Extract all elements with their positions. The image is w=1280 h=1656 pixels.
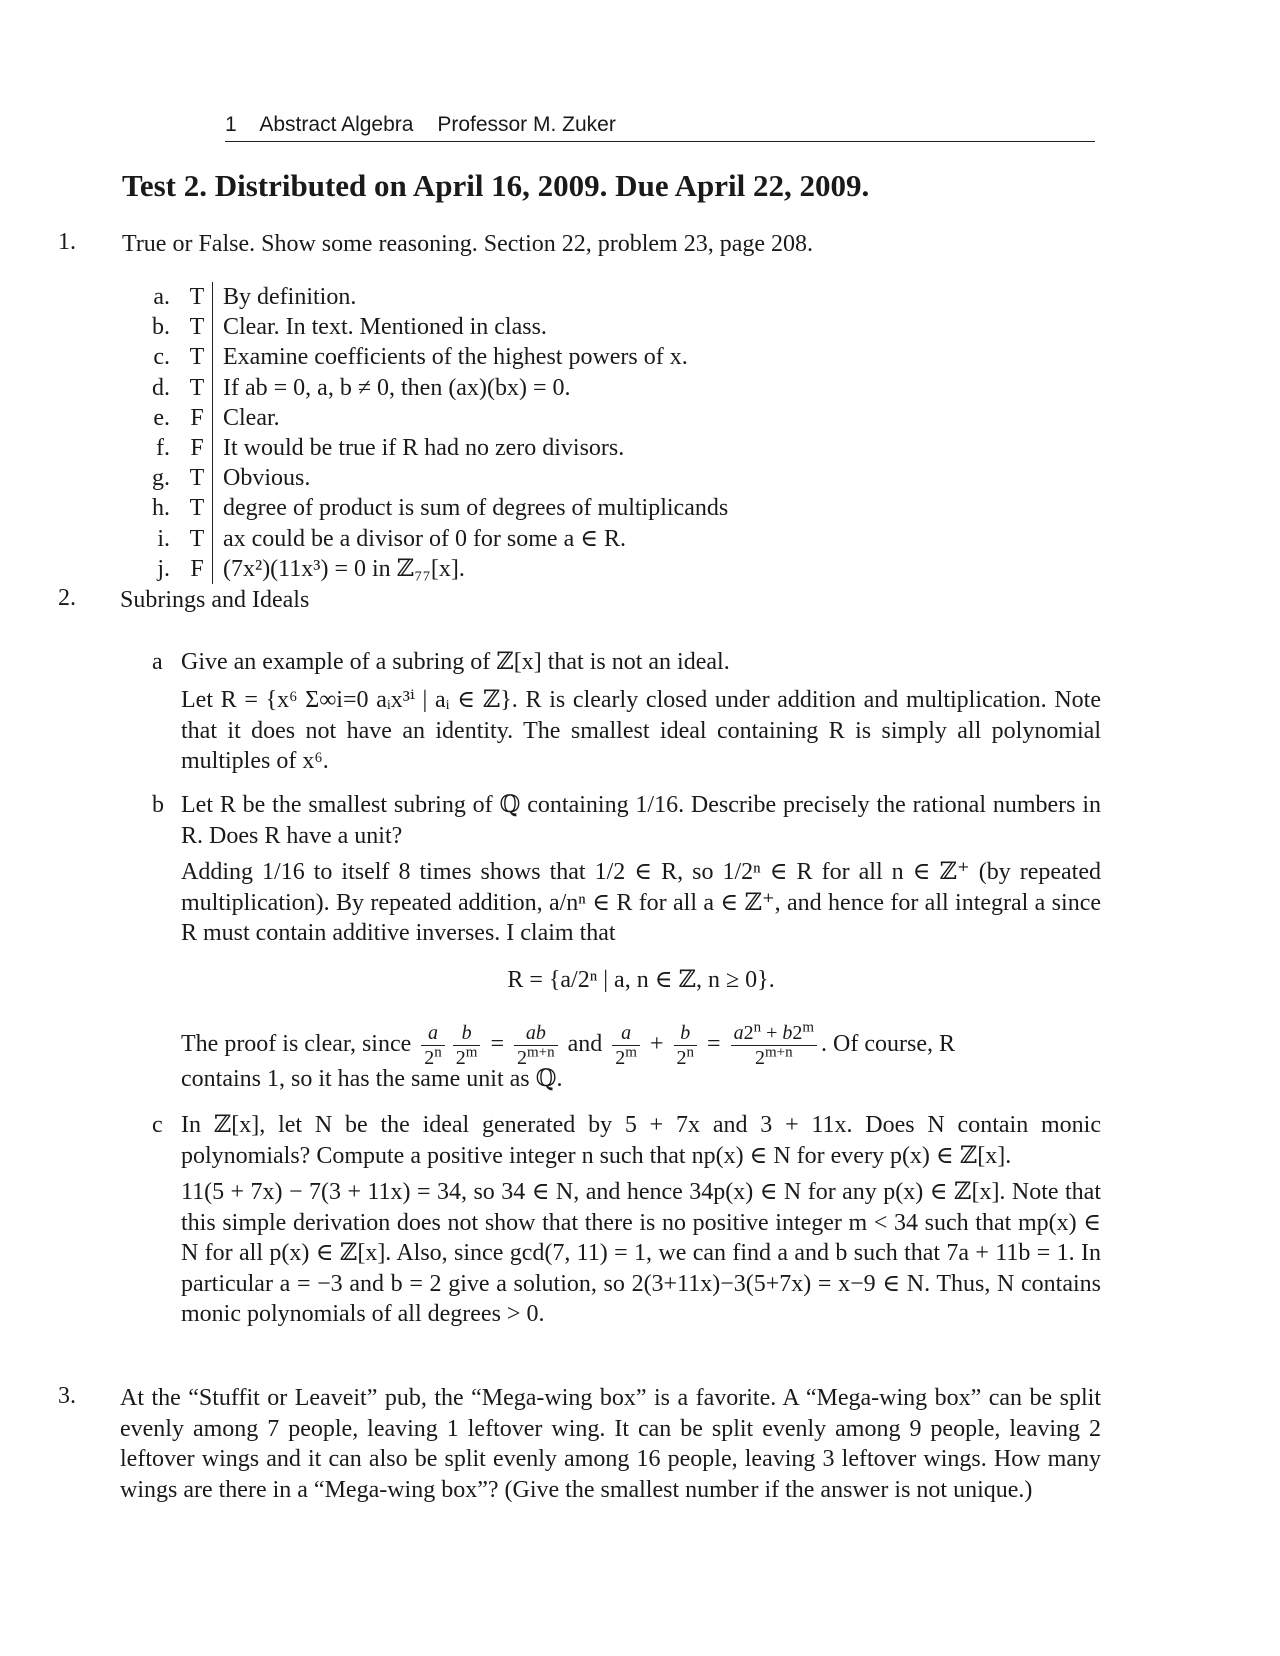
q2b-proof-line: The proof is clear, since $\frac{a}{2^n}$ $\frac{b}{2^m}$ = $\frac{ab}{2^{m+n}}$ and $\frac{a}{2^m}$ + $\frac{b}{2^n}$ = $\frac{a2^n + b2^m}{2^{m+n}}$ . Of course, R <box>181 1019 955 1069</box>
professor-name: Professor M. Zuker <box>437 113 616 136</box>
q2b-proof-end: . Of course, R <box>821 1031 955 1058</box>
tf-row-label: i. <box>157 525 170 552</box>
tf-row-value: F <box>182 554 213 584</box>
q2-heading: Subrings and Ideals <box>120 587 310 613</box>
tf-row-label: a. <box>153 284 170 311</box>
course-number: 1 <box>225 113 237 136</box>
tf-row-reason: By definition. <box>223 284 357 311</box>
course-name: Abstract Algebra <box>259 113 414 136</box>
tf-row-value: F <box>182 433 213 463</box>
page-title: Test 2. Distributed on April 16, 2009. Due April 22, 2009. <box>122 168 870 203</box>
tf-row <box>130 373 734 403</box>
tf-row-value: T <box>182 342 213 372</box>
tf-row <box>130 524 734 554</box>
q2b-proof-start: The proof is clear, since <box>181 1031 412 1058</box>
q2b-label: b <box>152 792 164 818</box>
fraction-a-over-2m: $\frac{a}{2^m}$ <box>612 1021 640 1070</box>
tf-row <box>130 463 734 493</box>
tf-row-value: F <box>182 403 213 433</box>
q2b-proof-tail: contains 1, so it has the same unit as ℚ. <box>181 1066 563 1092</box>
q2a-label: a <box>152 649 163 675</box>
tf-row-label: d. <box>152 374 170 401</box>
tf-row-value: T <box>182 312 213 342</box>
q2b-proof-and: and <box>567 1031 603 1058</box>
q2b-question: Let R be the smallest subring of ℚ containing 1/16. Describe precisely the rational numbers in R. Does R have a unit? <box>181 792 1101 849</box>
q2c-answer: 11(5 + 7x) − 7(3 + 11x) = 34, so 34 ∈ N, and hence 34p(x) ∈ N for any p(x) ∈ ℤ[x]. Note that this simple derivation does not show that there is no positive integer m < 34 such that mp(x) ∈ N for all p(x) ∈ ℤ[x]. Also, since gcd(7, 11) = 1, we can find a and b such that 7a + 11b = 1. In particular a = −3 and b = 2 give a solution, so 2(3+11x)−3(5+7x) = x−9 ∈ N. Thus, N contains monic polynomials of all degrees > 0. <box>181 1179 1101 1327</box>
fraction-ab-over-2mn: $\frac{ab}{2^{m+n}}$ <box>514 1021 558 1070</box>
true-false-table <box>130 282 734 584</box>
tf-row-reason: It would be true if R had no zero divisors. <box>223 435 625 462</box>
tf-row-label: b. <box>152 314 170 341</box>
tf-row <box>130 433 734 463</box>
q2b-answer: Adding 1/16 to itself 8 times shows that 1/2 ∈ R, so 1/2ⁿ ∈ R for all n ∈ ℤ⁺ (by repeated multiplication). By repeated addition, a/nⁿ ∈ R for all a ∈ ℤ⁺, and hence for all integral a since R must contain additive inverses. I claim that <box>181 859 1101 946</box>
q1-number: 1. <box>58 229 76 255</box>
q2c-label: c <box>152 1112 163 1138</box>
tf-row-value: T <box>182 463 213 493</box>
running-header <box>225 113 1095 142</box>
tf-row <box>130 282 734 312</box>
tf-row-reason: Clear. <box>223 404 280 431</box>
tf-row <box>130 342 734 372</box>
tf-row-value: T <box>182 524 213 554</box>
tf-row <box>130 554 734 584</box>
q2-number: 2. <box>58 585 76 611</box>
fraction-a-over-2n: $\frac{a}{2^n}$ <box>421 1021 445 1070</box>
fraction-b-over-2m: $\frac{b}{2^m}$ <box>453 1021 481 1070</box>
tf-row <box>130 493 734 523</box>
fraction-sum-result: $\frac{a2^n + b2^m}{2^{m+n}}$ <box>731 1021 817 1070</box>
tf-row-value: T <box>182 373 213 403</box>
q2a-question: Give an example of a subring of ℤ[x] that is not an ideal. <box>181 649 730 675</box>
tf-row-label: e. <box>153 404 170 431</box>
tf-row-value: T <box>182 493 213 523</box>
tf-row-value: T <box>182 282 213 312</box>
tf-row-reason: Clear. In text. Mentioned in class. <box>223 314 547 341</box>
tf-row-label: h. <box>152 495 170 522</box>
tf-row-reason: (7x²)(11x³) = 0 in ℤ₇₇[x]. <box>223 555 465 582</box>
tf-row-reason: Obvious. <box>223 465 311 492</box>
tf-row <box>130 403 734 433</box>
tf-row-label: j. <box>157 555 170 582</box>
tf-row-reason: If ab = 0, a, b ≠ 0, then (ax)(bx) = 0. <box>223 374 571 401</box>
q3-text: At the “Stuffit or Leaveit” pub, the “Mega-wing box” is a favorite. A “Mega-wing box” can be split evenly among 7 people, leaving 1 leftover wing. It can be split evenly among 9 people, leaving 2 leftover wings and it can also be split evenly among 16 people, leaving 3 leftover wings. How many wings are there in a “Mega-wing box”? (Give the smallest number if the answer is not unique.) <box>120 1385 1101 1503</box>
tf-row <box>130 312 734 342</box>
tf-row-reason: degree of product is sum of degrees of multiplicands <box>223 495 729 522</box>
q2c-question: In ℤ[x], let N be the ideal generated by 5 + 7x and 3 + 11x. Does N contain monic polynomials? Compute a positive integer n such that np(x) ∈ N for every p(x) ∈ ℤ[x]. <box>181 1112 1101 1169</box>
q3-number: 3. <box>58 1383 76 1409</box>
q2a-answer: Let R = {x⁶ Σ∞i=0 aᵢx³ⁱ | aᵢ ∈ ℤ}. R is clearly closed under addition and multiplication. Note that it does not have an identity. The smallest ideal containing R is simply all polynomial multiples of x⁶. <box>181 687 1101 774</box>
tf-row-reason: Examine coefficients of the highest powers of x. <box>223 344 688 371</box>
tf-row-label: f. <box>156 435 170 462</box>
q2b-display-equation: R = {a/2ⁿ | a, n ∈ ℤ, n ≥ 0}. <box>507 967 775 993</box>
tf-row-label: g. <box>152 465 170 492</box>
fraction-b-over-2n: $\frac{b}{2^n}$ <box>674 1021 698 1070</box>
tf-row-label: c. <box>153 344 170 371</box>
tf-row-reason: ax could be a divisor of 0 for some a ∈ R. <box>223 525 627 552</box>
q1-prompt: True or False. Show some reasoning. Section 22, problem 23, page 208. <box>122 231 814 257</box>
